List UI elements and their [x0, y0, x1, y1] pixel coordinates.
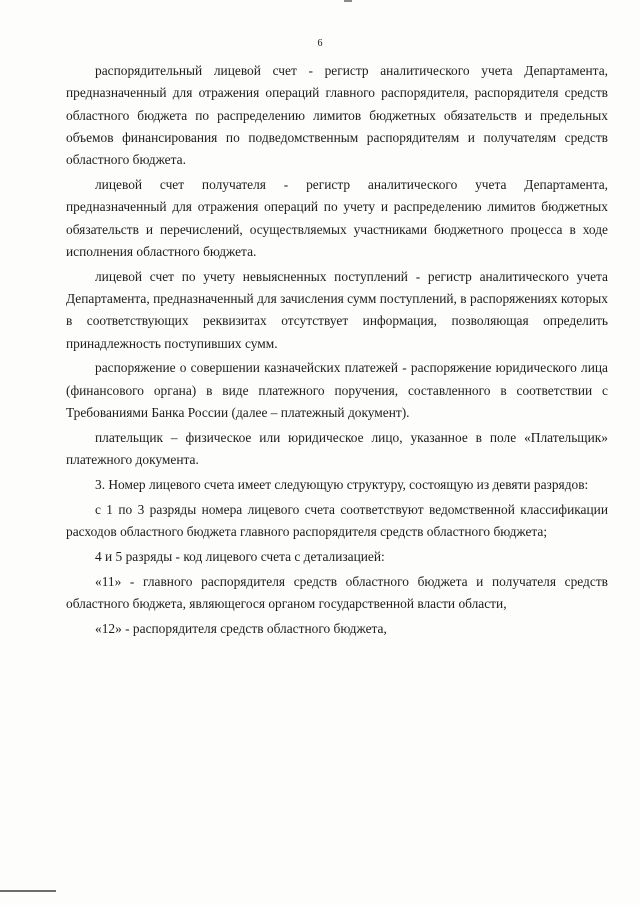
- paragraph-definition-unclarified-receipts-account: лицевой счет по учету невыясненных поступлений - регистр аналитического учета Департамента, предназначенный для зачисления сумм поступлений, в распоряжениях которых в соответствующих реквизитах отсутствует информация, позволяющая определить принадлежность поступивших сумм.: [66, 268, 608, 351]
- paragraph-definition-treasury-payment-order: распоряжение о совершении казначейских платежей - распоряжение юридического лица (финансового органа) в виде платежного поручения, составленного в соответствии с Требованиями Банка России (далее – платежный документ).: [66, 360, 608, 420]
- paragraph-code-12: «12» - распорядителя средств областного бюджета,: [95, 620, 387, 636]
- paragraph-definition-recipient-account: лицевой счет получателя - регистр аналитического учета Департамента, предназначенный для отражения операций по учету и распределению лимитов бюджетных обязательств и перечислений, осуществляемых участниками бюджетного процесса в ходе исполнения областного бюджета.: [66, 176, 608, 259]
- scan-mark-bottom: [0, 890, 56, 892]
- paragraph-code-11: «11» - главного распорядителя средств областного бюджета и получателя средств областного бюджета, являющегося органом государственной власти области,: [66, 573, 608, 611]
- scan-mark-top: [344, 0, 352, 2]
- paragraph-section-3-account-structure: 3. Номер лицевого счета имеет следующую структуру, состоящую из девяти разрядов:: [95, 476, 589, 492]
- paragraph-digits-1-3: с 1 по 3 разряды номера лицевого счета соответствуют ведомственной классификации расходов областного бюджета главного распорядителя средств областного бюджета;: [66, 501, 608, 539]
- page-number: 6: [317, 38, 323, 49]
- paragraph-digits-4-5: 4 и 5 разряды - код лицевого счета с детализацией:: [95, 548, 385, 564]
- document-body: [66, 60, 608, 642]
- paragraph-definition-distributive-account: распорядительный лицевой счет - регистр аналитического учета Департамента, предназначенный для отражения операций главного распорядителя, распорядителя средств областного бюджета по распределению лимитов бюджетных обязательств и предельных объемов финансирования по подведомственным распорядителям и получателям средств областного бюджета.: [66, 63, 608, 168]
- paragraph-definition-payer: плательщик – физическое или юридическое лицо, указанное в поле «Плательщик» платежного документа.: [66, 429, 608, 468]
